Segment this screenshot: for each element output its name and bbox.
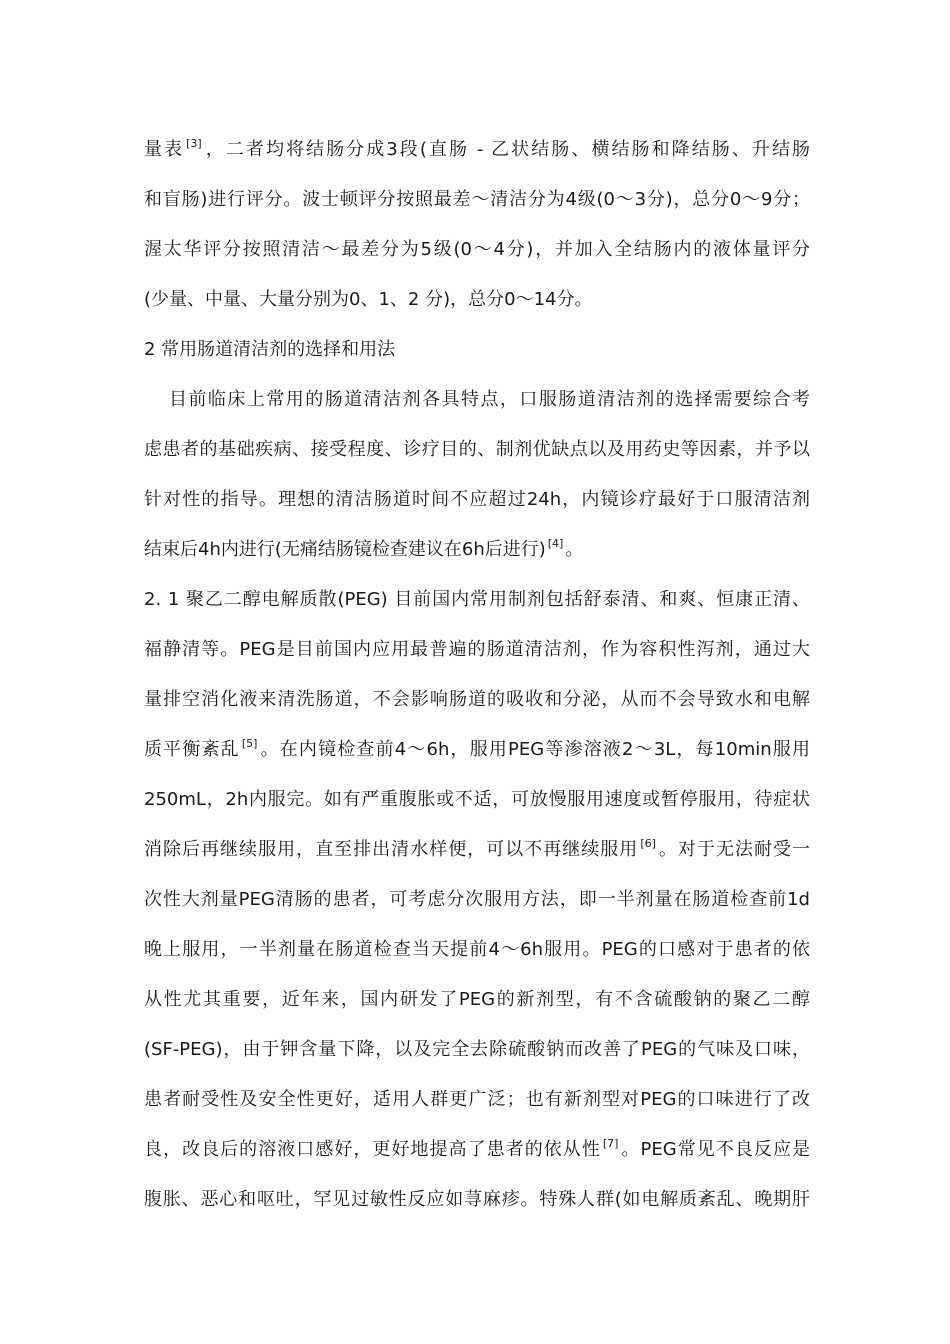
text-run: 量排空消化液来清洗肠道，不会影响肠道的吸收和分泌，从而不会导致水和电解: [144, 689, 810, 710]
text-run: 量表: [144, 139, 185, 160]
text-line: [144, 734, 810, 784]
text-run: 福静清等。PEG是目前国内应用最普遍的肠道清洁剂，作为容积性泻剂，通过大: [144, 639, 810, 660]
text-line: [144, 134, 810, 184]
text-run: 患者耐受性及安全性更好，适用人群更广泛；也有新剂型对PEG的口味进行了改: [144, 1089, 810, 1110]
text-run: 。PEG常见不良反应是: [620, 1139, 810, 1160]
text-line: [144, 284, 810, 334]
text-run: 质平衡紊乱: [144, 739, 240, 760]
text-run: 针对性的指导。理想的清洁肠道时间不应超过24h，内镜诊疗最好于口服清洁剂: [144, 489, 810, 510]
text-line: [144, 784, 810, 834]
citation-ref[interactable]: [3]: [186, 137, 202, 150]
text-line: [144, 1084, 810, 1134]
text-line: [144, 884, 810, 934]
text-run: 。: [565, 539, 584, 560]
text-line: [144, 1034, 810, 1084]
text-line: [144, 384, 810, 434]
citation-ref[interactable]: [5]: [241, 737, 258, 750]
citation-ref[interactable]: [6]: [640, 837, 656, 850]
text-line: [144, 434, 810, 484]
text-run: 和盲肠)进行评分。波士顿评分按照最差～清洁分为4级(0～3分)，总分0～9分；: [144, 189, 810, 210]
text-line: [144, 1134, 810, 1184]
text-line: [144, 484, 810, 534]
text-run: 腹胀、恶心和呕吐，罕见过敏性反应如荨麻疹。特殊人群(如电解质紊乱、晚期肝: [144, 1189, 810, 1210]
heading-text: 2 常用肠道清洁剂的选择和用法: [144, 339, 396, 360]
text-line: [144, 834, 810, 884]
text-line: [144, 634, 810, 684]
text-run: (SF-PEG)，由于钾含量下降，以及完全去除硫酸钠而改善了PEG的气味及口味，: [144, 1039, 810, 1060]
text-run: ，二者均将结肠分成3段(直肠 - 乙状结肠、横结肠和降结肠、升结肠: [203, 139, 810, 160]
citation-ref[interactable]: [7]: [602, 1137, 619, 1150]
text-run: 渥太华评分按照清洁～最差分为5级(0～4分)，并加入全结肠内的液体量评分: [144, 239, 810, 260]
text-run: 虑患者的基础疾病、接受程度、诊疗目的、制剂优缺点以及用药史等因素，并予以: [144, 439, 810, 460]
text-line: [144, 934, 810, 984]
text-run: 。对于无法耐受一: [657, 839, 811, 860]
subsection-line: [144, 584, 810, 634]
text-run: 从性尤其重要，近年来，国内研发了PEG的新剂型，有不含硫酸钠的聚乙二醇: [144, 989, 810, 1010]
text-run: 良，改良后的溶液口感好，更好地提高了患者的依从性: [144, 1139, 601, 1160]
text-line: [144, 684, 810, 734]
text-line: [144, 534, 810, 584]
text-run: 消除后再继续服用，直至排出清水样便，可以不再继续服用: [144, 839, 639, 860]
text-run: 2. 1 聚乙二醇电解质散(PEG) 目前国内常用制剂包括舒泰清、和爽、恒康正清、: [144, 589, 810, 610]
text-run: 次性大剂量PEG清肠的患者，可考虑分次服用方法，即一半剂量在肠道检查前1d: [144, 889, 810, 910]
text-run: 晚上服用，一半剂量在肠道检查当天提前4～6h服用。PEG的口感对于患者的依: [144, 939, 810, 960]
document-page: [144, 134, 810, 1234]
section-heading: [144, 334, 810, 384]
text-run: (少量、中量、大量分别为0、1、2 分)，总分0～14分。: [144, 289, 593, 310]
citation-ref[interactable]: [4]: [547, 537, 564, 550]
text-run: 。在内镜检查前4～6h，服用PEG等渗溶液2～3L，每10min服用: [259, 739, 810, 760]
text-run: 目前临床上常用的肠道清洁剂各具特点，口服肠道清洁剂的选择需要综合考: [169, 389, 810, 410]
text-run: 250mL，2h内服完。如有严重腹胀或不适，可放慢服用速度或暂停服用，待症状: [144, 789, 810, 810]
text-line: [144, 234, 810, 284]
text-line: [144, 984, 810, 1034]
text-line: [144, 184, 810, 234]
text-run: 结束后4h内进行(无痛结肠镜检查建议在6h后进行): [144, 539, 546, 560]
text-line: [144, 1184, 810, 1234]
